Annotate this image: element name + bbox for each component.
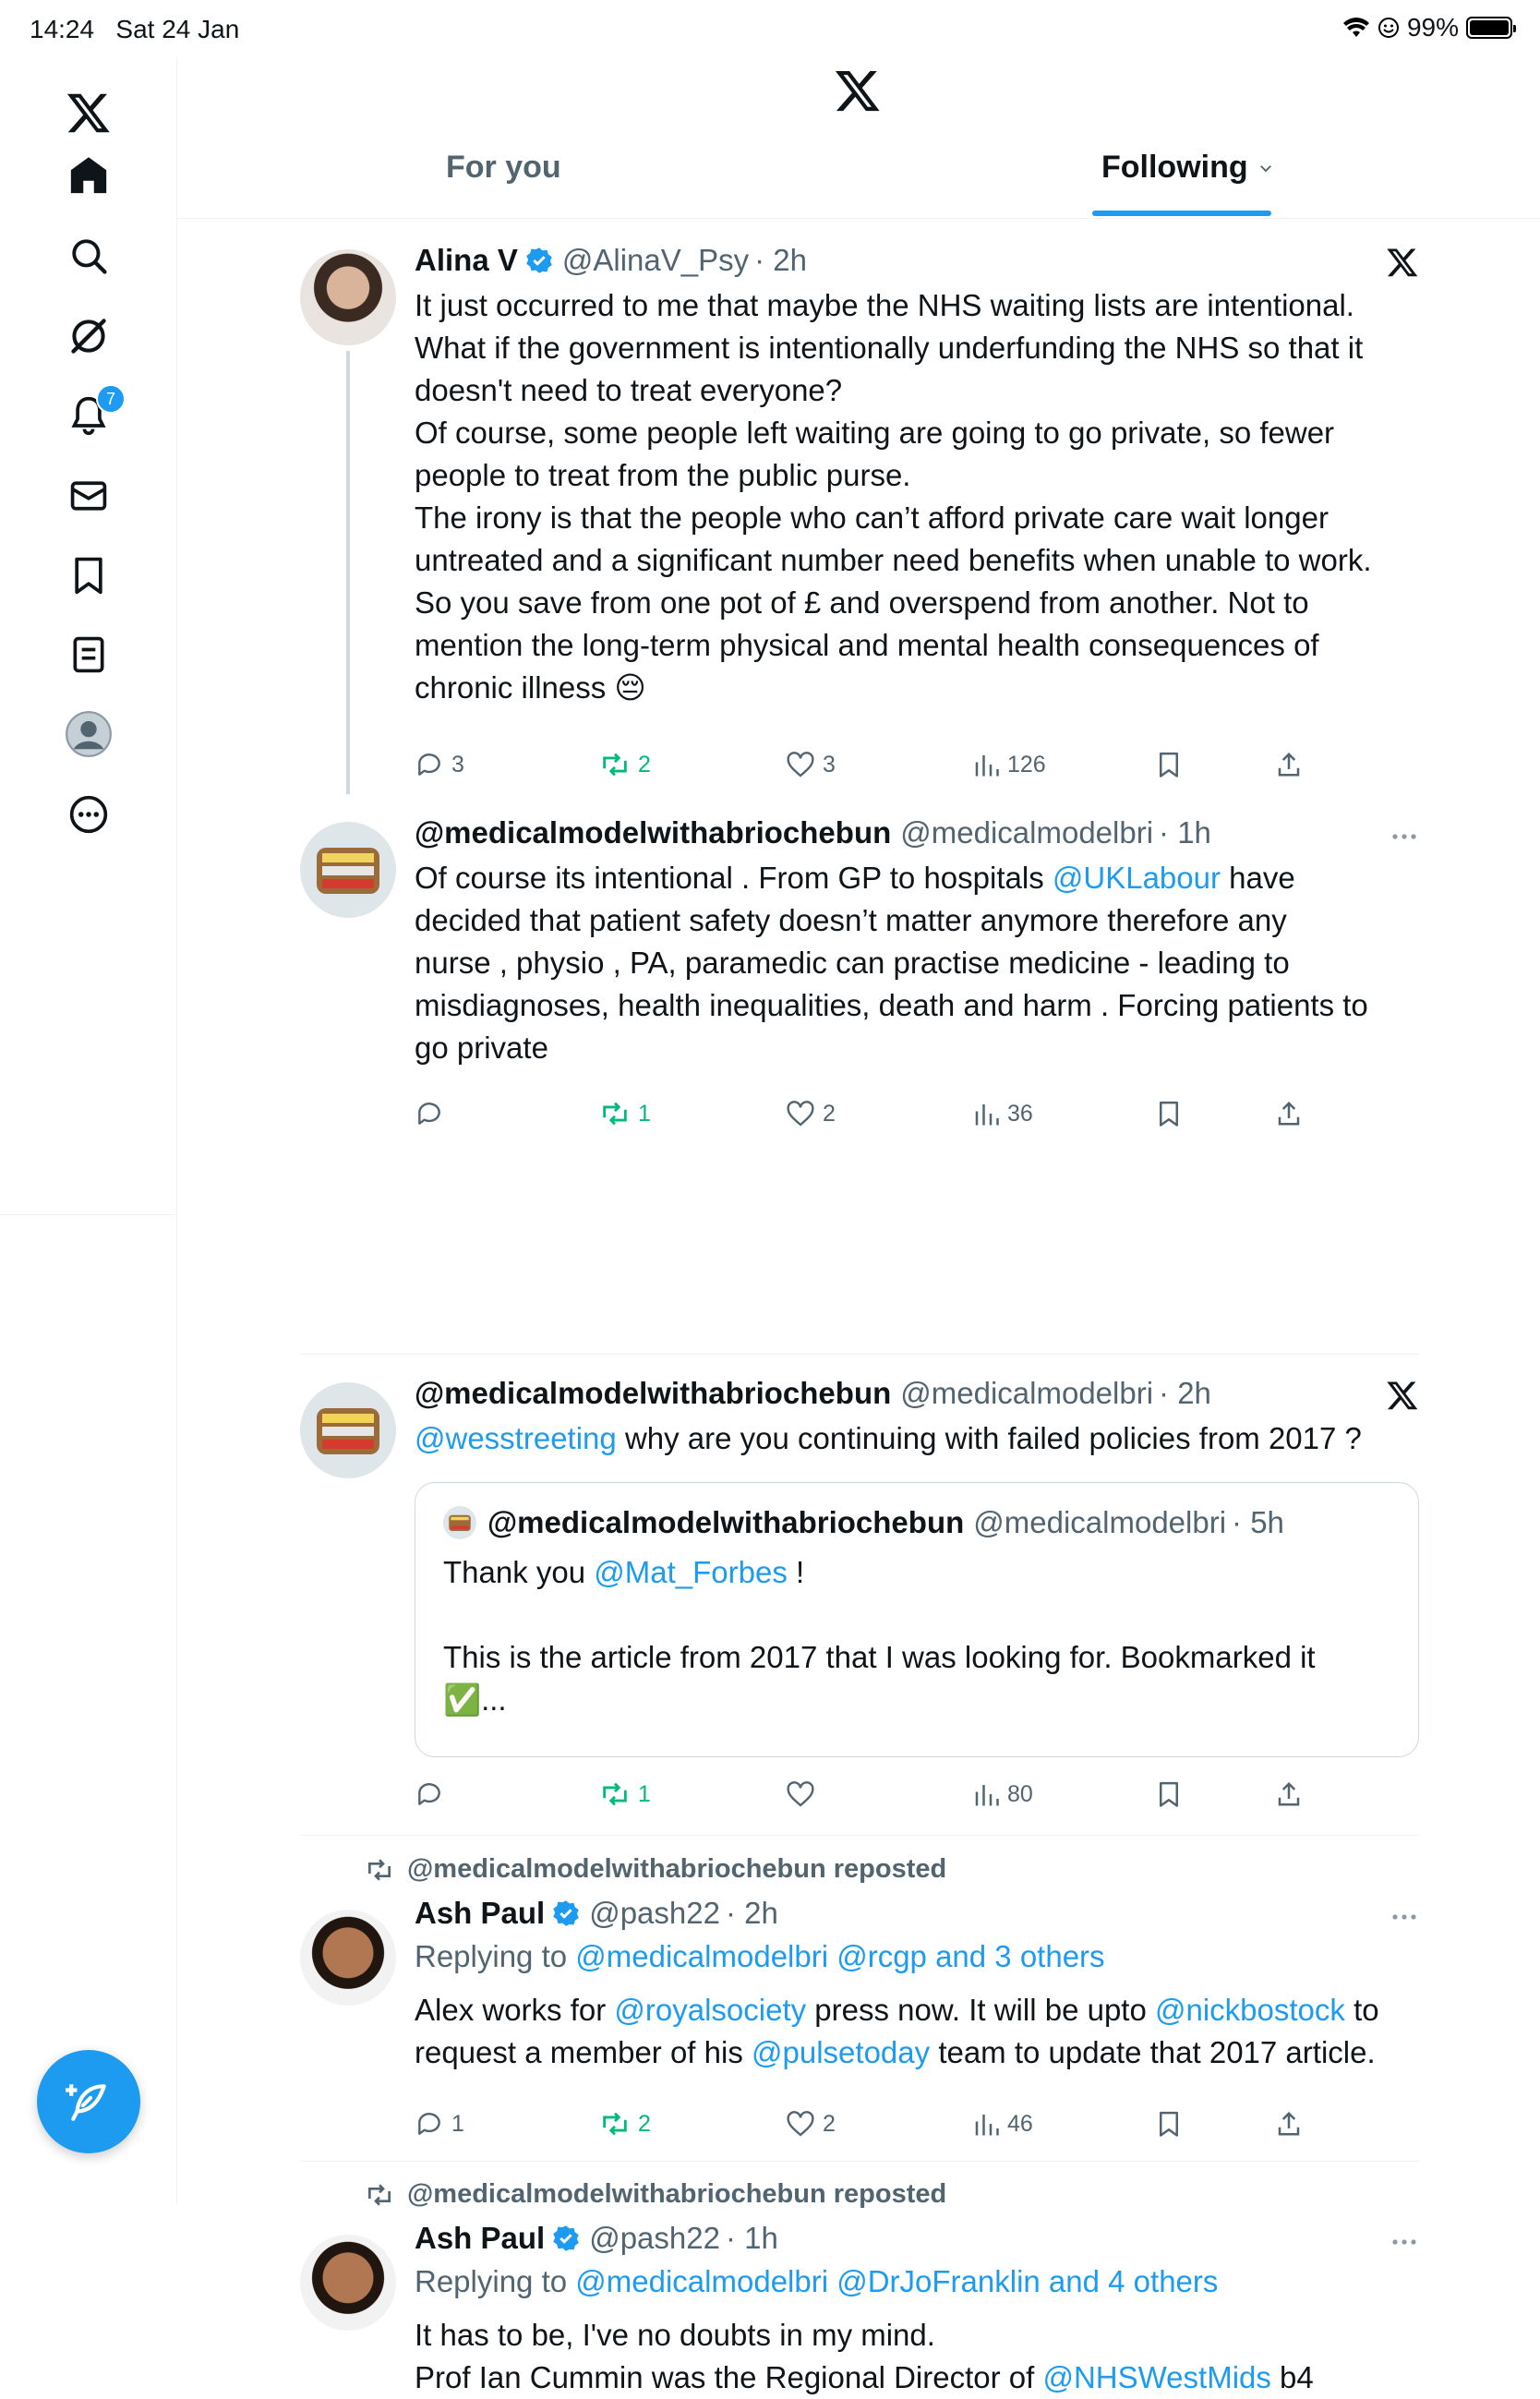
- bookmark-icon: [1155, 751, 1183, 778]
- tweet-text-segment: Alex works for: [415, 1993, 607, 2027]
- heart-icon: [786, 1779, 815, 1809]
- views-count: 46: [1007, 2110, 1033, 2137]
- sidebar-item-notifications[interactable]: [52, 379, 126, 452]
- quote-author-handle: @medicalmodelbri: [973, 1505, 1227, 1539]
- mention-link[interactable]: @nickbostock: [1155, 1993, 1345, 2027]
- reply-icon: [415, 750, 444, 779]
- avatar[interactable]: [300, 822, 396, 918]
- status-time: 14:24: [30, 15, 95, 43]
- tweet-text-line: So you save from one pot of £ and overspend from another. Not to: [415, 585, 1309, 620]
- author-name[interactable]: Alina V: [415, 243, 518, 277]
- bookmark-icon: [1155, 1100, 1183, 1127]
- gmc-logo-icon: [300, 822, 396, 918]
- share-icon: [1275, 751, 1303, 778]
- grok-x-icon[interactable]: [1386, 1379, 1419, 1412]
- tab-for-you[interactable]: [446, 150, 561, 186]
- tweet-text: [415, 2314, 1419, 2399]
- replying-to-mentions[interactable]: @medicalmodelbri @DrJoFranklin and 4 others: [575, 2264, 1219, 2298]
- views-button[interactable]: [972, 751, 1046, 778]
- bookmark-button[interactable]: [1155, 1100, 1183, 1127]
- tweet-text-segment: request a member of his: [415, 2035, 743, 2069]
- bookmark-icon: [1155, 2110, 1183, 2138]
- views-chart-icon: [972, 2110, 1000, 2138]
- status-bar: [0, 0, 1540, 57]
- tweet-text-segment: team to update that 2017 article.: [938, 2035, 1376, 2069]
- sidebar-nav: [0, 57, 177, 2205]
- gmc-logo-icon: [443, 1506, 476, 1539]
- tweet-text-segment: have: [1229, 861, 1295, 895]
- grok-x-icon[interactable]: [1386, 246, 1419, 279]
- status-time-date: [30, 15, 239, 44]
- mention-link[interactable]: @UKLabour: [1052, 861, 1221, 895]
- like-count: 3: [823, 751, 836, 778]
- chevron-down-icon: [1257, 160, 1274, 176]
- share-icon: [1275, 2110, 1303, 2138]
- repost-button[interactable]: [599, 2108, 651, 2140]
- repost-label-text: @medicalmodelwithabriochebun reposted: [407, 1854, 947, 1884]
- like-count: 2: [823, 2110, 836, 2137]
- quote-text-segment: !: [787, 1555, 805, 1589]
- tweet-text-line: decided that patient safety doesn’t matter anymore therefore any: [415, 903, 1287, 937]
- tweet[interactable]: [300, 1836, 1419, 2161]
- sidebar-item-lists[interactable]: [52, 618, 126, 692]
- quoted-tweet[interactable]: [415, 1482, 1419, 1757]
- views-button[interactable]: [972, 1780, 1033, 1808]
- share-button[interactable]: [1275, 1100, 1303, 1127]
- focus-face-icon: [1378, 17, 1400, 39]
- compose-feather-icon: [66, 2079, 112, 2125]
- author-handle[interactable]: @AlinaV_Psy: [561, 243, 750, 277]
- bookmark-button[interactable]: [1155, 751, 1183, 778]
- repost-count: 1: [638, 1100, 651, 1127]
- thread-connector-line: [346, 351, 350, 794]
- avatar[interactable]: [300, 1382, 396, 1478]
- more-circle-icon: [68, 794, 109, 835]
- tweet-text-segment: to: [1354, 1993, 1379, 2027]
- sidebar-item-bookmarks[interactable]: [52, 538, 126, 612]
- tweet-text-segment: why are you continuing with failed policies from 2017 ?: [624, 1421, 1362, 1455]
- bookmark-icon: [1155, 1780, 1183, 1808]
- tweet-text-line: mention the long-term physical and mental health consequences of: [415, 628, 1319, 662]
- reply-count: 1: [451, 2110, 464, 2137]
- tab-for-you-label: For you: [446, 150, 561, 185]
- share-icon: [1275, 1780, 1303, 1808]
- tweet-text-line: The irony is that the people who can’t afford private care wait longer: [415, 500, 1329, 535]
- views-chart-icon: [972, 751, 1000, 778]
- reply-icon: [415, 2109, 444, 2139]
- mention-link[interactable]: @royalsociety: [614, 1993, 807, 2027]
- author-handle[interactable]: @pash22: [589, 1896, 720, 1930]
- tweet-actions: [415, 1774, 1419, 1814]
- reply-icon: [415, 1779, 444, 1809]
- mention-link[interactable]: @Mat_Forbes: [594, 1555, 788, 1589]
- reply-icon: [415, 1099, 444, 1128]
- repost-icon: [599, 1778, 631, 1810]
- post-time: · 2h: [754, 243, 807, 277]
- mention-link[interactable]: @pulsetoday: [752, 2035, 931, 2069]
- heart-icon: [786, 2109, 815, 2139]
- tweet[interactable]: [300, 2161, 1419, 2394]
- heart-icon: [786, 1099, 815, 1128]
- repost-count: 2: [638, 2110, 651, 2137]
- tweet-text: [415, 857, 1419, 1069]
- home-icon: [67, 154, 110, 197]
- replying-to-prefix: Replying to: [415, 1939, 568, 1973]
- tweet-text-segment: Prof Ian Cummin was the Regional Director of: [415, 2360, 1035, 2394]
- repost-icon: [599, 749, 631, 780]
- tweet-text-segment: press now. It will be upto: [814, 1993, 1147, 2027]
- more-options-icon[interactable]: [1390, 1908, 1419, 1926]
- tweet[interactable]: [300, 222, 1419, 794]
- post-time: · 2h: [1159, 1376, 1211, 1410]
- tweet-text: [415, 284, 1419, 709]
- mention-link[interactable]: @NHSWestMids: [1042, 2360, 1271, 2394]
- author-handle[interactable]: @medicalmodelbri: [900, 1376, 1154, 1410]
- tweet-text: [415, 1989, 1419, 2074]
- author-name[interactable]: @medicalmodelwithabriochebun: [415, 1376, 892, 1410]
- sidebar-divider: [0, 1214, 177, 1215]
- quote-author-name: @medicalmodelwithabriochebun: [487, 1505, 965, 1539]
- sidebar-item-profile[interactable]: [52, 697, 126, 771]
- reply-button[interactable]: [415, 1099, 451, 1128]
- wifi-icon: [1342, 17, 1370, 39]
- like-button[interactable]: [786, 2109, 836, 2139]
- replying-to-prefix: Replying to: [415, 2264, 568, 2298]
- tweet-text-line: nurse , physio , PA, paramedic can practise medicine - leading to: [415, 946, 1290, 980]
- bookmark-icon: [68, 555, 109, 596]
- repost-count: 1: [638, 1780, 651, 1807]
- gmc-logo-icon: [300, 1382, 396, 1478]
- tweet-text-line: chronic illness 😔: [415, 670, 646, 705]
- tweet-actions: [415, 2104, 1419, 2144]
- share-button[interactable]: [1275, 2110, 1303, 2138]
- repost-count: 2: [638, 751, 651, 778]
- post-time: · 1h: [725, 2221, 778, 2255]
- tweet[interactable]: [300, 1355, 1419, 1835]
- views-button[interactable]: [972, 1100, 1033, 1127]
- views-button[interactable]: [972, 2110, 1033, 2138]
- views-chart-icon: [972, 1100, 1000, 1127]
- sidebar-item-search[interactable]: [52, 219, 126, 293]
- repost-label-text: @medicalmodelwithabriochebun reposted: [407, 2179, 947, 2209]
- tweet-text-line: go private: [415, 1031, 548, 1065]
- avatar[interactable]: [300, 249, 396, 345]
- post-time: · 2h: [725, 1896, 778, 1930]
- profile-avatar-icon: [65, 710, 113, 758]
- quote-avatar: [443, 1506, 476, 1539]
- sidebar-item-more[interactable]: [52, 778, 126, 851]
- avatar[interactable]: [300, 2235, 396, 2331]
- tweet-text-line: misdiagnoses, health inequalities, death and harm . Forcing patients to: [415, 988, 1368, 1022]
- mention-link[interactable]: @wesstreeting: [415, 1421, 617, 1455]
- reply-count: 3: [451, 751, 464, 778]
- tweet[interactable]: [300, 794, 1419, 1354]
- share-button[interactable]: [1275, 751, 1303, 778]
- compose-post-button[interactable]: [37, 2050, 140, 2153]
- grok-icon: [68, 316, 109, 356]
- tab-following[interactable]: [1101, 150, 1274, 186]
- quote-time: · 5h: [1232, 1505, 1284, 1539]
- views-count: 80: [1007, 1780, 1033, 1807]
- author-handle[interactable]: @medicalmodelbri: [900, 815, 1154, 850]
- quote-text-segment: Thank you: [443, 1555, 586, 1589]
- bookmark-button[interactable]: [1155, 2110, 1183, 2138]
- status-date: Sat 24 Jan: [115, 15, 240, 43]
- share-button[interactable]: [1275, 1780, 1303, 1808]
- repost-label[interactable]: [365, 1854, 946, 1885]
- heart-icon: [786, 750, 815, 779]
- repost-button[interactable]: [599, 1778, 651, 1810]
- verified-badge-icon: [552, 1899, 580, 1927]
- battery-percent: 99%: [1406, 13, 1459, 42]
- tweet-text-line: Of course, some people left waiting are going to go private, so fewer: [415, 416, 1335, 450]
- author-name[interactable]: Ash Paul: [415, 1896, 546, 1930]
- list-icon: [68, 634, 109, 675]
- x-header-logo-icon[interactable]: [834, 66, 882, 119]
- more-options-icon[interactable]: [1390, 2233, 1419, 2251]
- like-button[interactable]: [786, 1779, 823, 1809]
- tweet-text-segment: Of course its intentional . From GP to hospitals: [415, 861, 1044, 895]
- quote-text-line: ✅...: [443, 1682, 507, 1717]
- views-count: 126: [1007, 751, 1046, 778]
- post-time: · 1h: [1159, 815, 1211, 850]
- author-name[interactable]: @medicalmodelwithabriochebun: [415, 815, 892, 850]
- tweet-text-line: It just occurred to me that maybe the NHS waiting lists are intentional.: [415, 288, 1354, 322]
- quote-text-line: This is the article from 2017 that I was looking for. Bookmarked it: [443, 1640, 1316, 1674]
- notification-count-badge: 7: [96, 384, 126, 414]
- replying-to: [415, 1935, 1419, 1978]
- repost-icon: [599, 2108, 631, 2140]
- tab-following-label: Following: [1101, 150, 1248, 185]
- repost-button[interactable]: [599, 749, 651, 780]
- author-handle[interactable]: @pash22: [589, 2221, 720, 2255]
- reply-button[interactable]: [415, 750, 464, 779]
- tweet-text: [415, 1417, 1419, 1460]
- active-tab-indicator: [1092, 211, 1271, 216]
- envelope-icon: [68, 476, 109, 516]
- sidebar-item-messages[interactable]: [52, 459, 126, 533]
- reply-button[interactable]: [415, 1779, 451, 1809]
- tweet-actions: [415, 1093, 1419, 1134]
- like-button[interactable]: [786, 750, 836, 779]
- repost-icon: [365, 1855, 394, 1885]
- reply-button[interactable]: [415, 2109, 464, 2139]
- views-count: 36: [1007, 1100, 1033, 1127]
- sidebar-item-grok[interactable]: [52, 299, 126, 373]
- search-icon: [69, 236, 108, 275]
- repost-icon: [599, 1098, 631, 1129]
- replying-to-mentions[interactable]: @medicalmodelbri @rcgp and 3 others: [575, 1939, 1105, 1973]
- verified-badge-icon: [552, 2224, 580, 2252]
- verified-badge-icon: [525, 247, 553, 274]
- like-count: 2: [823, 1100, 836, 1127]
- battery-icon: [1466, 17, 1512, 39]
- tweet-text-line: people to treat from the public purse.: [415, 458, 911, 492]
- timeline-header: [178, 57, 1540, 219]
- views-chart-icon: [972, 1780, 1000, 1808]
- sidebar-item-home[interactable]: [52, 139, 126, 212]
- like-button[interactable]: [786, 1099, 836, 1128]
- status-indicators: [1342, 13, 1512, 42]
- tweet-actions: [415, 744, 1419, 785]
- tweet-text-line: What if the government is intentionally underfunding the NHS so that it: [415, 331, 1364, 365]
- share-icon: [1275, 1100, 1303, 1127]
- repost-button[interactable]: [599, 1098, 651, 1129]
- tweet-text-line: It has to be, I've no doubts in my mind.: [415, 2318, 935, 2352]
- repost-label[interactable]: [365, 2179, 946, 2210]
- tweet-text-line: untreated and a significant number need benefits when unable to work.: [415, 543, 1372, 577]
- bookmark-button[interactable]: [1155, 1780, 1183, 1808]
- author-name[interactable]: Ash Paul: [415, 2221, 546, 2255]
- tweet-text-line: doesn't need to treat everyone?: [415, 373, 843, 407]
- repost-icon: [365, 2180, 394, 2210]
- tweet-text-segment: b4: [1280, 2360, 1314, 2394]
- avatar[interactable]: [300, 1910, 396, 2006]
- replying-to: [415, 2260, 1419, 2303]
- more-options-icon[interactable]: [1390, 827, 1419, 846]
- quote-text: [443, 1551, 1390, 1721]
